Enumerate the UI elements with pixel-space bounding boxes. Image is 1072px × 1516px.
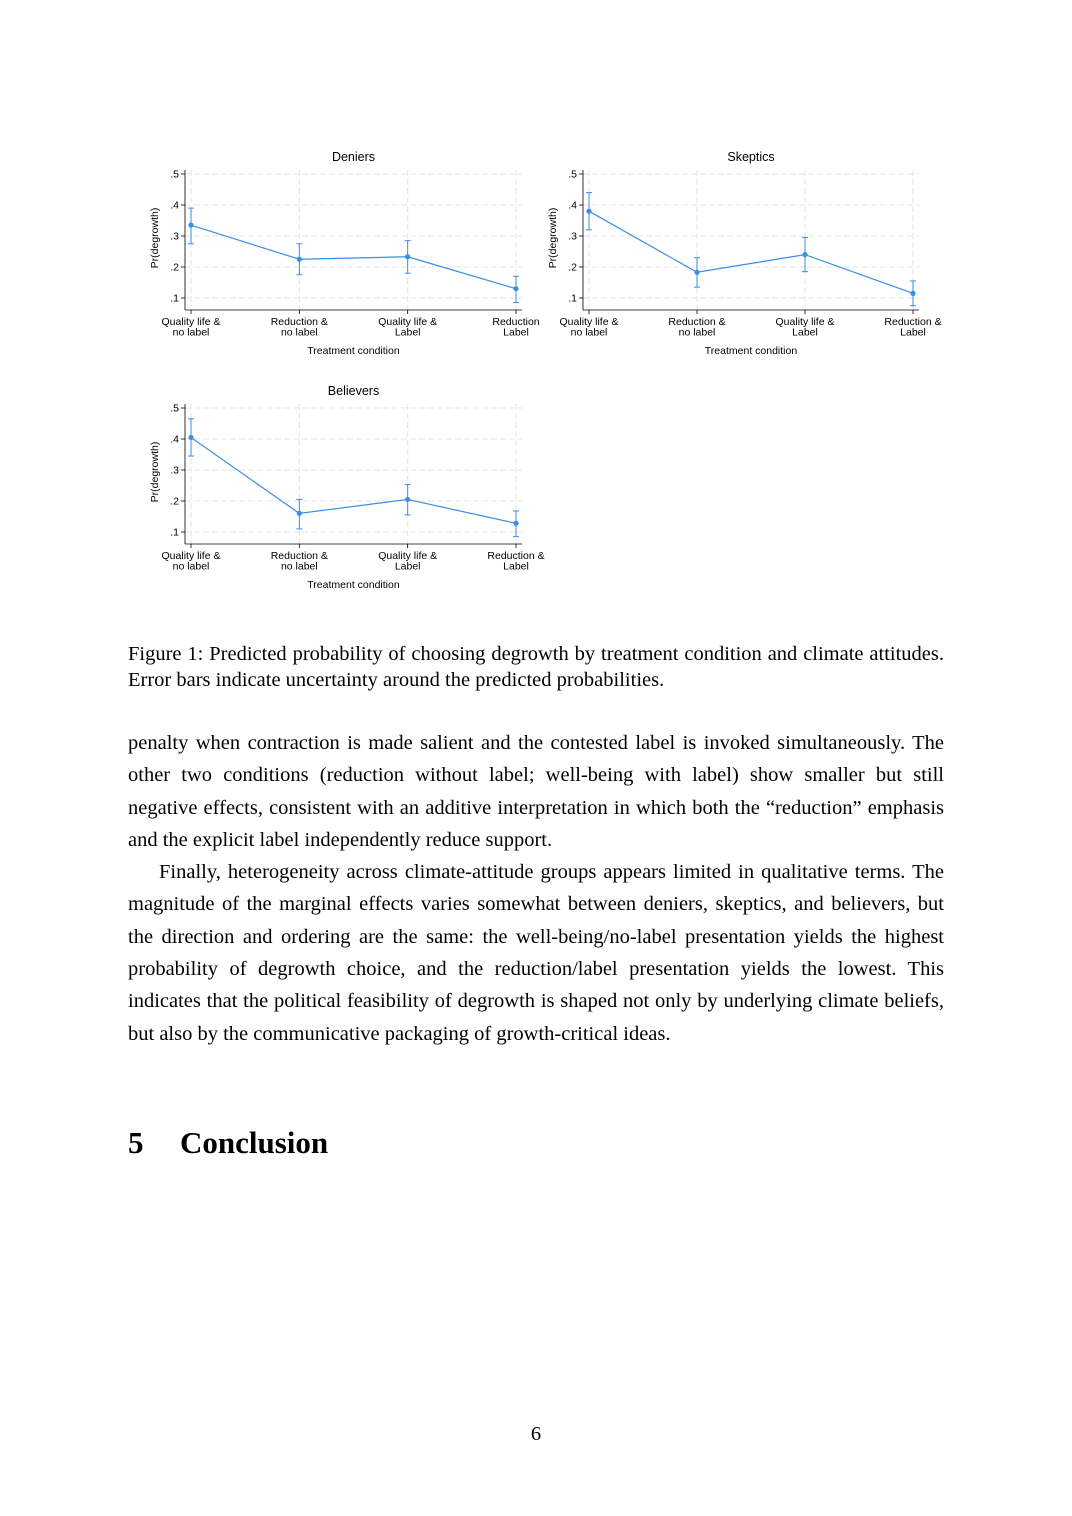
series-line <box>191 437 516 523</box>
x-axis-label: Treatment condition <box>307 579 400 591</box>
section-title: Conclusion <box>180 1125 329 1160</box>
y-tick-label: .4 <box>170 199 179 212</box>
x-tick-label: Label <box>394 560 421 573</box>
data-point <box>297 257 302 262</box>
x-tick-label: Label <box>394 326 421 339</box>
x-tick-label: Label <box>503 560 529 573</box>
y-tick-label: .4 <box>170 433 179 446</box>
y-tick-label: .3 <box>568 230 577 243</box>
x-tick-label: no label <box>678 326 716 339</box>
data-point <box>188 223 193 228</box>
x-tick-label: Quality life & <box>559 316 619 328</box>
section-heading <box>128 1123 328 1163</box>
y-tick-label: .3 <box>170 230 179 243</box>
x-tick-label: no label <box>172 560 210 573</box>
data-point <box>405 254 410 259</box>
y-tick-label: .3 <box>170 464 179 477</box>
chart-title: Deniers <box>331 150 376 164</box>
x-axis-label: Treatment condition <box>704 345 798 357</box>
y-tick-label: .2 <box>568 261 577 274</box>
x-tick-label: Reduction & <box>884 316 942 328</box>
x-tick-label: no label <box>280 326 318 339</box>
x-tick-label: no label <box>280 560 318 573</box>
series-line <box>191 225 516 289</box>
x-tick-label: Reduction & <box>668 316 726 328</box>
data-point <box>188 435 193 440</box>
data-point <box>297 511 302 516</box>
x-tick-label: Label <box>792 326 818 339</box>
data-point <box>513 286 518 291</box>
y-tick-label: .2 <box>170 261 179 274</box>
body-text <box>128 727 944 1050</box>
y-tick-label: .5 <box>568 168 577 181</box>
x-tick-label: Reduction & <box>270 550 328 562</box>
data-point <box>694 270 699 275</box>
y-tick-label: .4 <box>568 199 577 212</box>
chart-title: Skeptics <box>727 150 775 164</box>
data-point <box>513 521 518 526</box>
x-tick-label: Label <box>900 326 926 339</box>
x-tick-label: Reduction & <box>270 316 328 328</box>
chart-title: Believers <box>327 384 380 398</box>
data-point <box>910 291 915 296</box>
x-tick-label: no label <box>172 326 210 339</box>
data-point <box>586 209 591 214</box>
y-tick-label: .1 <box>170 292 179 305</box>
data-point <box>802 252 807 257</box>
x-tick-label: Quality life & <box>161 550 221 562</box>
x-tick-label: Label <box>503 326 529 339</box>
figure-1-charts <box>0 0 1072 620</box>
figure-caption: Figure 1: Predicted probability of choosing degrowth by treatment condition and climate attitudes. Error bars indicate uncertainty around the predicted probabilities. <box>128 643 944 691</box>
x-tick-label: Quality life & <box>378 550 438 562</box>
series-line <box>589 211 913 293</box>
x-tick-label: Quality life & <box>161 316 221 328</box>
y-tick-label: .1 <box>170 526 179 539</box>
x-tick-label: Quality life & <box>775 316 835 328</box>
y-axis-label: Pr(degrowth) <box>547 207 559 269</box>
paragraph: Finally, heterogeneity across climate-attitude groups appears limited in qualitative terms. The magnitude of the marginal effects varies somewhat between deniers, skeptics, and believers, but the direction and ordering are the same: the well-being/no-label presentation yields the highest probability of degrowth choice, and the reduction/label presentation yields the lowest. This indicates that the political feasibility of degrowth is shaped not only by underlying climate beliefs, but also by the communicative packaging of growth-critical ideas. <box>128 861 944 1045</box>
x-tick-label: Reduction & <box>487 550 545 562</box>
page-number: 6 <box>530 1423 542 1445</box>
y-axis-label: Pr(degrowth) <box>149 207 161 269</box>
y-tick-label: .1 <box>568 292 577 305</box>
y-tick-label: .5 <box>170 402 179 415</box>
x-axis-label: Treatment condition <box>307 345 400 357</box>
data-point <box>405 497 410 502</box>
section-number: 5 <box>128 1125 144 1160</box>
x-tick-label: Quality life & <box>378 316 438 328</box>
paragraph: penalty when contraction is made salient and the contested label is invoked simultaneously. The other two conditions (reduction without label; well-being with label) show smaller but still negative effects, consistent with an additive interpretation in which both the “reduction” emphasis and the explicit label independently reduce support. <box>128 732 944 851</box>
x-tick-label: no label <box>570 326 608 339</box>
x-tick-label: Reduction <box>492 316 540 328</box>
y-tick-label: .5 <box>170 168 179 181</box>
y-axis-label: Pr(degrowth) <box>149 441 161 503</box>
y-tick-label: .2 <box>170 495 179 508</box>
